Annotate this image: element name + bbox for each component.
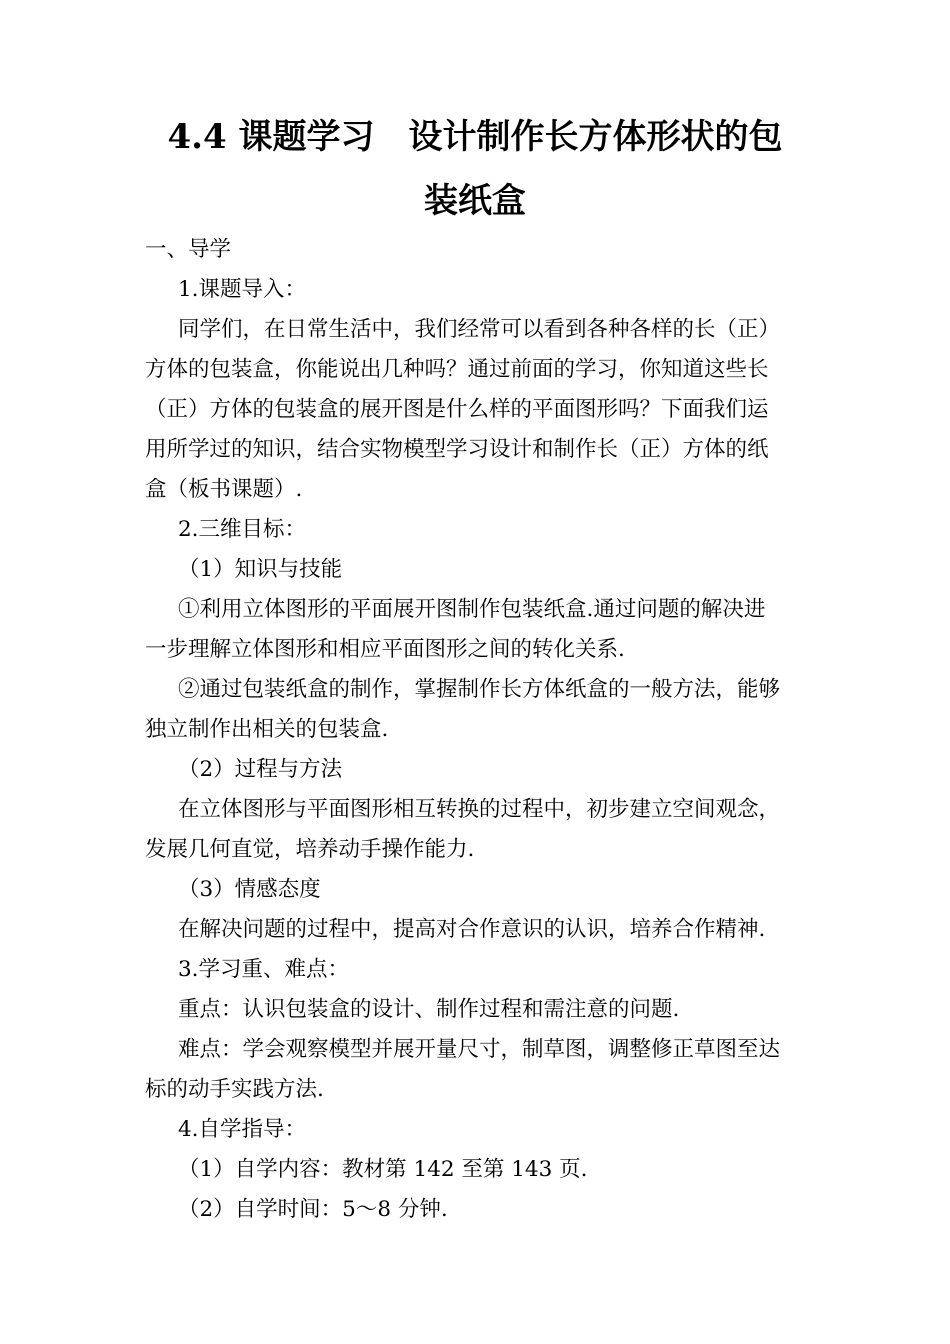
document-body xyxy=(145,230,815,1230)
text-line: （1）自学内容：教材第 142 至第 143 页. xyxy=(178,1157,588,1182)
text-line: 1.课题导入： xyxy=(178,277,307,302)
text-line: ①利用立体图形的平面展开图制作包装纸盒.通过问题的解决进 xyxy=(178,597,766,622)
text-line: 2.三维目标： xyxy=(178,517,307,542)
text-line: 盒（板书课题）. xyxy=(145,477,303,502)
document-title-line-1: 4.4 课题学习 设计制作长方体形状的包 xyxy=(167,117,783,157)
text-line: （1）知识与技能 xyxy=(178,557,343,582)
text-line: （3）情感态度 xyxy=(178,877,321,902)
text-line: 在立体图形与平面图形相互转换的过程中，初步建立空间观念， xyxy=(178,797,781,822)
text-line: ②通过包装纸盒的制作，掌握制作长方体纸盒的一般方法，能够 xyxy=(178,677,781,702)
text-line: 方体的包装盒，你能说出几种吗？通过前面的学习，你知道这些长 xyxy=(145,357,769,382)
text-line: （2）自学时间：5～8 分钟. xyxy=(178,1197,448,1222)
text-line: 发展几何直觉，培养动手操作能力. xyxy=(145,837,475,862)
text-line: （2）过程与方法 xyxy=(178,757,343,782)
text-line: 独立制作出相关的包装盒. xyxy=(145,717,389,742)
text-line: （正）方体的包装盒的展开图是什么样的平面图形吗？下面我们运 xyxy=(145,397,769,422)
text-line: 一、导学 xyxy=(145,237,232,262)
text-line: 在解决问题的过程中，提高对合作意识的认识，培养合作精神. xyxy=(178,917,766,942)
text-line: 难点：学会观察模型并展开量尺寸，制草图，调整修正草图至达 xyxy=(178,1037,781,1062)
text-line: 标的动手实践方法. xyxy=(145,1077,324,1102)
text-line: 重点：认识包装盒的设计、制作过程和需注意的问题. xyxy=(178,997,680,1022)
text-line: 一步理解立体图形和相应平面图形之间的转化关系. xyxy=(145,637,625,662)
text-line: 用所学过的知识，结合实物模型学习设计和制作长（正）方体的纸 xyxy=(145,437,769,462)
text-line: 4.自学指导： xyxy=(178,1117,307,1142)
text-line: 3.学习重、难点： xyxy=(178,957,350,982)
document-title-line-2: 装纸盒 xyxy=(424,181,526,221)
text-line: 同学们，在日常生活中，我们经常可以看到各种各样的长（正） xyxy=(178,317,781,342)
